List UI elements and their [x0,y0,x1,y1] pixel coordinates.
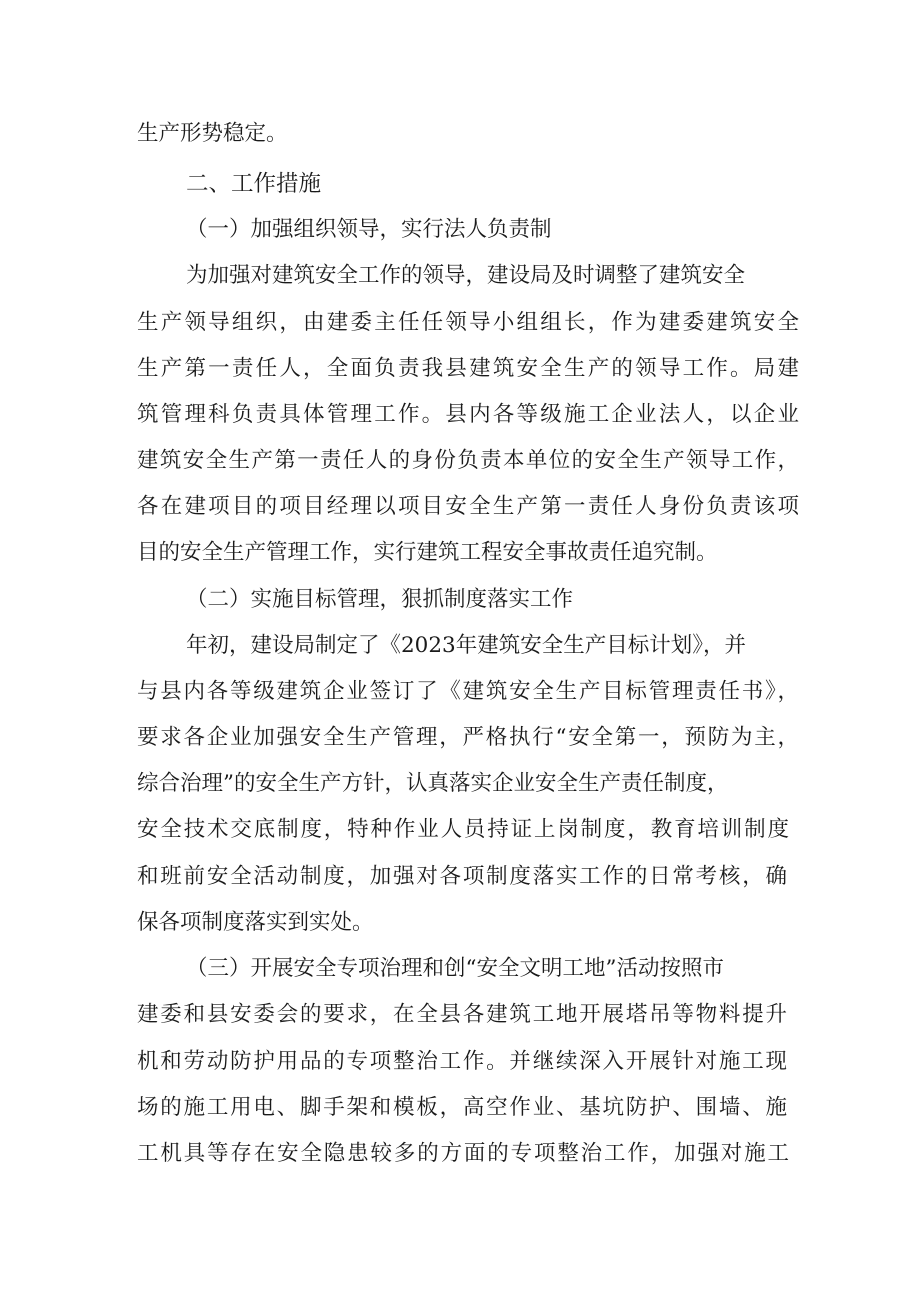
paragraph-line: 与县内各等级建筑企业签订了《建筑安全生产目标管理责任书》， [137,679,799,704]
paragraph-line: 和班前安全活动制度，加强对各项制度落实工作的日常考核，确 [137,864,787,889]
paragraph-line: 机和劳动防护用品的专项整治工作。并继续深入开展针对施工现 [137,1049,787,1074]
paragraph-line: 目的安全生产管理工作，实行建筑工程安全事故责任追究制。 [137,540,718,565]
paragraph-line: 综合治理”的安全生产方针，认真落实企业安全生产责任制度， [137,771,729,796]
paragraph-line: 各在建项目的项目经理以项目安全生产第一责任人身份负责该项 [137,494,799,519]
paragraph-line: 保各项制度落实到实处。 [137,910,374,935]
subsection-heading: （一）加强组织领导，实行法人负责制 [186,217,552,242]
paragraph-line: 生产形势稳定。 [137,121,288,146]
paragraph-line: 安全技术交底制度，特种作业人员持证上岗制度，教育培训制度 [137,817,789,842]
paragraph-line: 场的施工用电、脚手架和模板，高空作业、基坑防护、围墙、施 [137,1095,787,1120]
subsection-heading: （三）开展安全专项治理和创“安全文明工地”活动按照市 [186,956,724,981]
paragraph-line: 生产第一责任人，全面负责我县建筑安全生产的领导工作。局建 [137,356,799,381]
paragraph-line: 建筑安全生产第一责任人的身份负责本单位的安全生产领导工作， [137,448,799,473]
paragraph-line: 筑管理科负责具体管理工作。县内各等级施工企业法人，以企业 [137,402,799,427]
section-heading: 二、工作措施 [186,171,322,197]
paragraph-line: 为加强对建筑安全工作的领导，建设局及时调整了建筑安全 [186,263,746,288]
paragraph-line: 生产领导组织，由建委主任任领导小组组长，作为建委建筑安全 [137,310,799,335]
subsection-heading: （二）实施目标管理，狠抓制度落实工作 [186,587,574,612]
paragraph-line: 工机具等存在安全隐患较多的方面的专项整治工作，加强对施工 [137,1141,789,1166]
paragraph-line: 建委和县安委会的要求，在全县各建筑工地开展塔吊等物料提升 [137,1002,787,1027]
paragraph-line: 年初，建设局制定了《2023年建筑安全生产目标计划》，并 [186,633,746,658]
paragraph-line: 要求各企业加强安全生产管理，严格执行“安全第一，预防为主， [137,725,799,750]
